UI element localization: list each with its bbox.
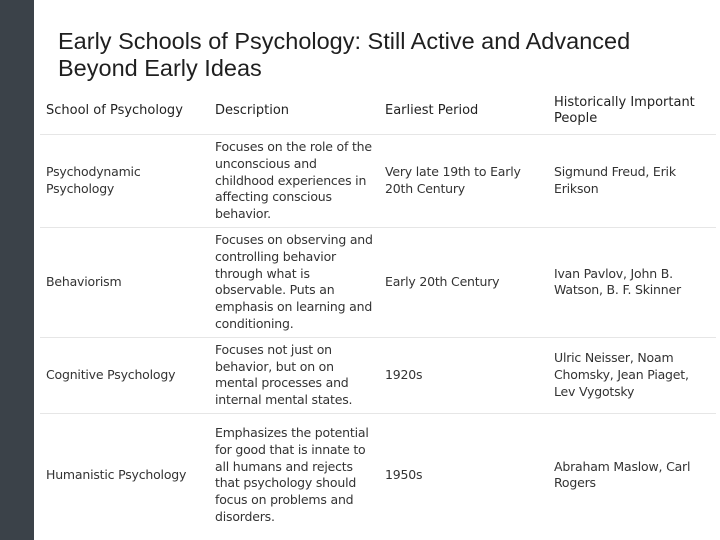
school-cell: Humanistic Psychology (40, 413, 209, 537)
school-cell: Psychodynamic Psychology (40, 135, 209, 228)
people-cell: Abraham Maslow, Carl Rogers (548, 413, 716, 537)
schools-table (40, 88, 716, 537)
header-period: Earliest Period (385, 103, 479, 118)
table-row (40, 413, 716, 537)
school-cell: Cognitive Psychology (40, 337, 209, 413)
people-cell: Ivan Pavlov, John B. Watson, B. F. Skinner (548, 227, 716, 337)
table-header-row (40, 88, 716, 135)
header-description: Description (215, 103, 290, 118)
table-row (40, 337, 716, 413)
school-cell: Behaviorism (40, 227, 209, 337)
header-school: School of Psychology (46, 103, 183, 118)
table-row (40, 227, 716, 337)
table-row (40, 135, 716, 228)
period-cell: 1950s (379, 413, 548, 537)
description-cell: Emphasizes the potential for good that is innate to all humans and rejects that psychology should focus on problems and disorders. (209, 413, 379, 537)
period-cell: 1920s (379, 337, 548, 413)
period-cell: Early 20th Century (379, 227, 548, 337)
side-accent-bar (0, 0, 34, 540)
header-people: Historically Important People (554, 95, 695, 126)
slide-title: Early Schools of Psychology: Still Active and Advanced Beyond Early Ideas (58, 28, 631, 81)
people-cell: Sigmund Freud, Erik Erikson (548, 135, 716, 228)
description-cell: Focuses on observing and controlling behavior through what is observable. Puts an emphasis on learning and conditioning. (209, 227, 379, 337)
period-cell: Very late 19th to Early 20th Century (379, 135, 548, 228)
people-cell: Ulric Neisser, Noam Chomsky, Jean Piaget, Lev Vygotsky (548, 337, 716, 413)
description-cell: Focuses on the role of the unconscious and childhood experiences in affecting conscious behavior. (209, 135, 379, 228)
description-cell: Focuses not just on behavior, but on on mental processes and internal mental states. (209, 337, 379, 413)
